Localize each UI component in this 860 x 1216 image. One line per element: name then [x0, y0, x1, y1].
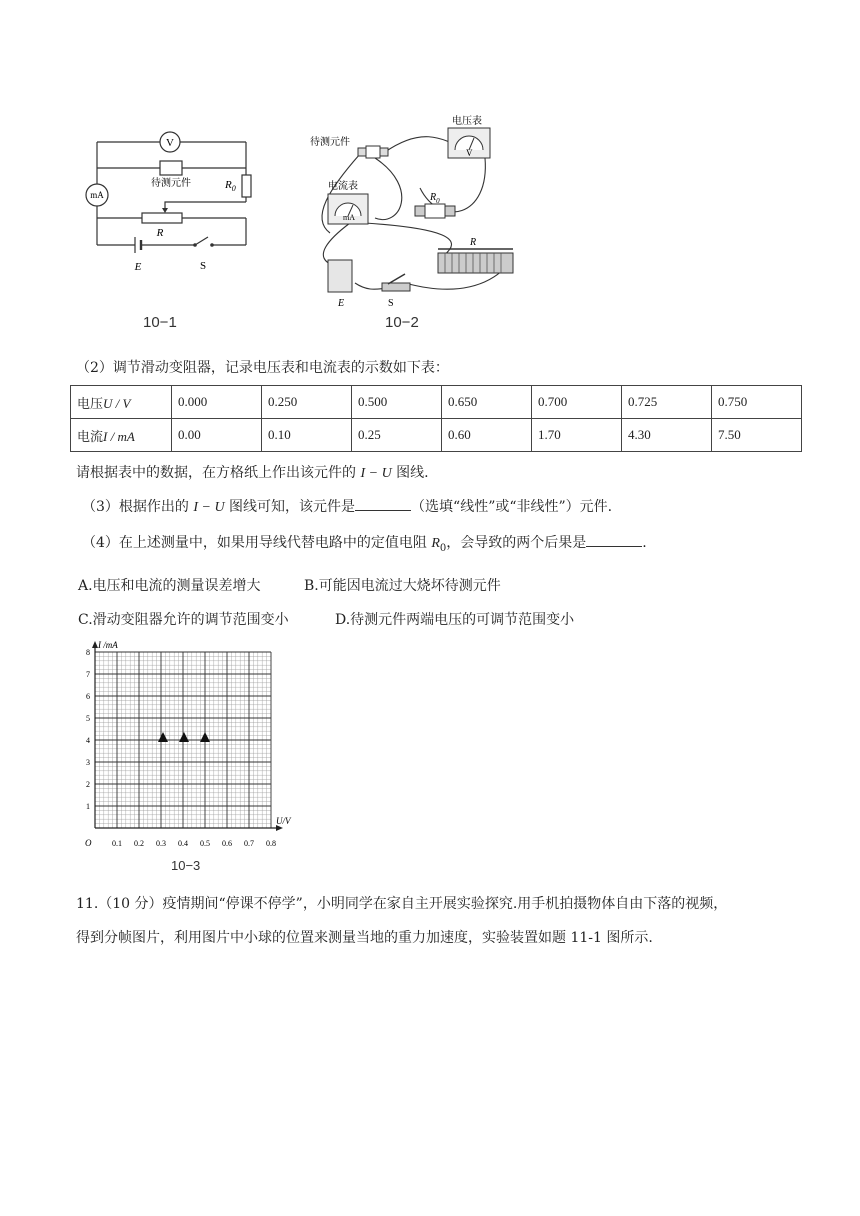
- x-tick-label: 0.6: [222, 839, 232, 848]
- q3-text: （3）根据作出的 I − U 图线可知，该元件是 （选填“线性”或“非线性”）元件.: [82, 499, 613, 515]
- y-tick-label: 8: [86, 648, 90, 657]
- answer-blank[interactable]: [355, 498, 411, 511]
- q4-text: （4）在上述测量中，如果用导线代替电路中的定值电阻 $R_0$，会导致的两个后果是 .: [82, 535, 647, 554]
- circuit-diagram-10-1: [80, 120, 280, 280]
- figure-caption-10-3: 10−3: [171, 858, 201, 873]
- r0-label: R: [430, 192, 437, 203]
- y-tick-label: 5: [86, 714, 90, 723]
- battery-label: E: [338, 298, 345, 309]
- voltmeter-dial: V: [466, 148, 473, 158]
- wiring-diagram-10-2: [290, 108, 530, 312]
- element-under-test-label: 待测元件: [310, 137, 350, 148]
- current-header: 电流I / mA: [71, 419, 172, 452]
- battery-label: E: [134, 261, 142, 273]
- q2-plot-instruction: 请根据表中的数据，在方格纸上作出该元件的 I − U 图线.: [76, 465, 429, 481]
- table-cell: 7.50: [712, 419, 802, 452]
- table-cell: 0.725: [622, 386, 712, 419]
- measurement-table: [70, 385, 802, 452]
- x-tick-label: 0.2: [134, 839, 144, 848]
- table-row-voltage: [71, 386, 802, 419]
- q11-line1: 11.（10 分）疫情期间“停课不停学”，小明同学在家自主开展实验探究.用手机拍摄物体自由下落的视频，: [76, 896, 728, 912]
- rheostat-label: R: [156, 227, 164, 239]
- y-tick-label: 2: [86, 780, 90, 789]
- ammeter-dial: mA: [343, 213, 355, 222]
- figure-caption-10-2: 10−2: [385, 314, 419, 331]
- q11-line2: 得到分帧图片，利用图片中小球的位置来测量当地的重力加速度，实验装置如题 11-1 图所示.: [76, 930, 653, 946]
- switch-label: S: [388, 298, 394, 309]
- option-d: D.待测元件两端电压的可调节范围变小: [335, 612, 575, 628]
- origin-label: O: [85, 838, 92, 848]
- table-cell: 0.500: [352, 386, 442, 419]
- graph-paper-10-3: [78, 640, 308, 880]
- table-cell: 4.30: [622, 419, 712, 452]
- table-cell: 0.10: [262, 419, 352, 452]
- table-cell: 0.750: [712, 386, 802, 419]
- ammeter-label: 电流表: [328, 181, 358, 192]
- voltmeter-label: 电压表: [452, 116, 482, 127]
- table-cell: 1.70: [532, 419, 622, 452]
- ammeter-symbol: mA: [90, 190, 104, 200]
- x-tick-label: 0.4: [178, 839, 188, 848]
- option-b: B.可能因电流过大烧坏待测元件: [304, 578, 501, 594]
- x-tick-label: 0.7: [244, 839, 254, 848]
- table-cell: 0.00: [172, 419, 262, 452]
- figure-caption-10-1: 10−1: [143, 314, 177, 331]
- answer-blank[interactable]: [586, 534, 642, 547]
- x-axis-label: U/V: [276, 816, 291, 826]
- option-c: C.滑动变阻器允许的调节范围变小: [78, 612, 289, 628]
- arrow-mark: [158, 732, 168, 742]
- switch-label: S: [199, 260, 207, 272]
- table-cell: 0.60: [442, 419, 532, 452]
- y-tick-label: 1: [86, 802, 90, 811]
- y-tick-label: 4: [86, 736, 90, 745]
- x-tick-label: 0.5: [200, 839, 210, 848]
- y-tick-label: 6: [86, 692, 90, 701]
- table-cell: 0.000: [172, 386, 262, 419]
- svg-text:R0: $R_0$: [225, 179, 236, 193]
- q2-instruction: （2）调节滑动变阻器，记录电压表和电流表的示数如下表：: [76, 360, 449, 376]
- table-cell: 0.650: [442, 386, 532, 419]
- x-tick-label: 0.8: [266, 839, 276, 848]
- y-tick-label: 3: [86, 758, 90, 767]
- svg-text:R0: $R_0$: [430, 192, 440, 205]
- voltmeter-symbol: V: [166, 137, 174, 149]
- element-label: 待测元件: [151, 178, 191, 189]
- arrow-mark: [200, 732, 210, 742]
- y-tick-label: 7: [86, 670, 90, 679]
- voltage-header: 电压U / V: [71, 386, 172, 419]
- y-axis-label: I /mA: [98, 640, 118, 650]
- x-tick-label: 0.3: [156, 839, 166, 848]
- r0-label: R: [225, 179, 232, 191]
- table-cell: 0.250: [262, 386, 352, 419]
- table-row-current: [71, 419, 802, 452]
- x-tick-label: 0.1: [112, 839, 122, 848]
- table-cell: 0.25: [352, 419, 442, 452]
- option-a: A.电压和电流的测量误差增大: [78, 578, 261, 594]
- rheostat-label: R: [470, 237, 477, 248]
- table-cell: 0.700: [532, 386, 622, 419]
